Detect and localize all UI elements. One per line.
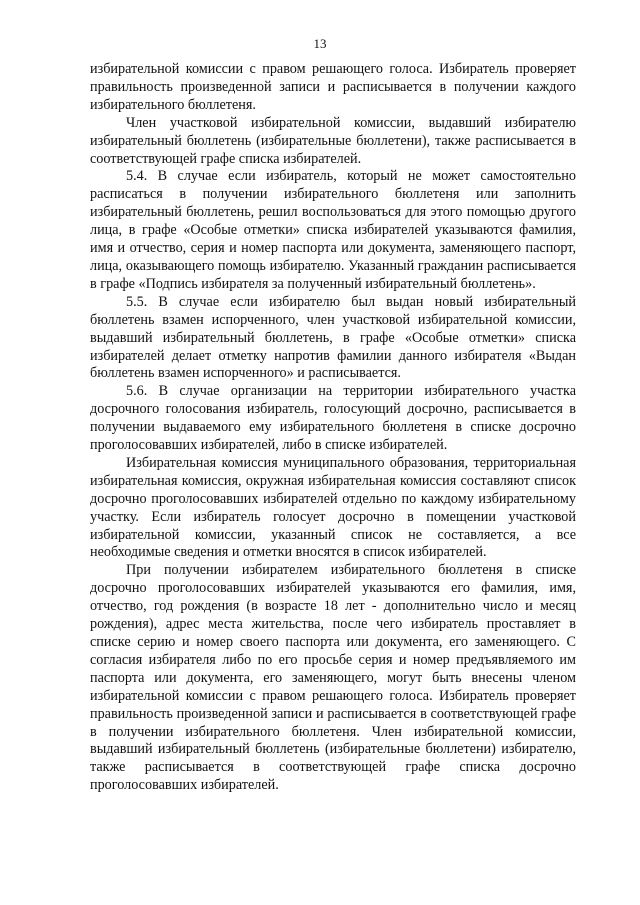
paragraph-5-6: 5.6. В случае организации на территории избирательного участка досрочного голосования избиратель, голосующий досрочно, расписывается в получении выдаваемого ему избирательного бюллетеня в списке досрочно проголосовавших избирателей, либо в списке избирателей. <box>90 383 576 454</box>
page-number: 13 <box>313 36 327 51</box>
document-body <box>90 61 576 795</box>
paragraph-ballot-receipt: При получении избирателем избирательного бюллетеня в списке досрочно проголосовавших избирателей указываются его фамилия, имя, отчество, год рождения (в возрасте 18 лет - дополнительно число и месяц рождения), адрес места жительства, после чего избиратель проставляет в списке серию и номер своего паспорта или документа, его заменяющего. С согласия избирателя либо по его просьбе серия и номер предъявляемого им паспорта или документа, его заменяющего, могут быть внесены членом избирательной комиссии с правом решающего голоса. Избиратель проверяет правильность произведенной записи и расписывается в соответствующей графе в получении избирательного бюллетеня. Член избирательной комиссии, выдавший избирательный бюллетень (избирательные бюллетени) избирателю, также расписывается в соответствующей графе списка досрочно проголосовавших избирателей. <box>90 562 576 794</box>
paragraph-early-voting-list: Избирательная комиссия муниципального образования, территориальная избирательная комиссия, окружная избирательная комиссия составляют список досрочно проголосовавших избирателей отдельно по каждому избирательному участку. Если избиратель голосует досрочно в помещении участковой избирательной комиссии, указанный список не составляется, а все необходимые сведения и отметки вносятся в список избирателей. <box>90 454 576 561</box>
paragraph-continuation: избирательной комиссии с правом решающего голоса. Избиратель проверяет правильность произведенной записи и расписывается в получении каждого избирательного бюллетеня. <box>90 61 576 113</box>
paragraph-commission-member-signature: Член участковой избирательной комиссии, выдавший избирателю избирательный бюллетень (избирательные бюллетени), также расписывается в соответствующей графе списка избирателей. <box>90 114 576 167</box>
paragraph-5-5: 5.5. В случае если избирателю был выдан новый избирательный бюллетень взамен испорченного, член участковой избирательной комиссии, выдавший избирательный бюллетень, в графе «Особые отметки» списка избирателей делает отметку напротив фамилии данного избирателя «Выдан бюллетень взамен испорченного» и расписывается. <box>90 293 576 382</box>
paragraph-5-4: 5.4. В случае если избиратель, который не может самостоятельно расписаться в получении избирательного бюллетеня или заполнить избирательный бюллетень, решил воспользоваться для этого помощью другого лица, в графе «Особые отметки» списка избирателей указываются фамилия, имя и отчество, серия и номер паспорта или документа, заменяющего паспорт, лица, оказывающего помощь избирателю. Указанный гражданин расписывается в графе «Подпись избирателя за полученный избирательный бюллетень». <box>90 168 576 292</box>
